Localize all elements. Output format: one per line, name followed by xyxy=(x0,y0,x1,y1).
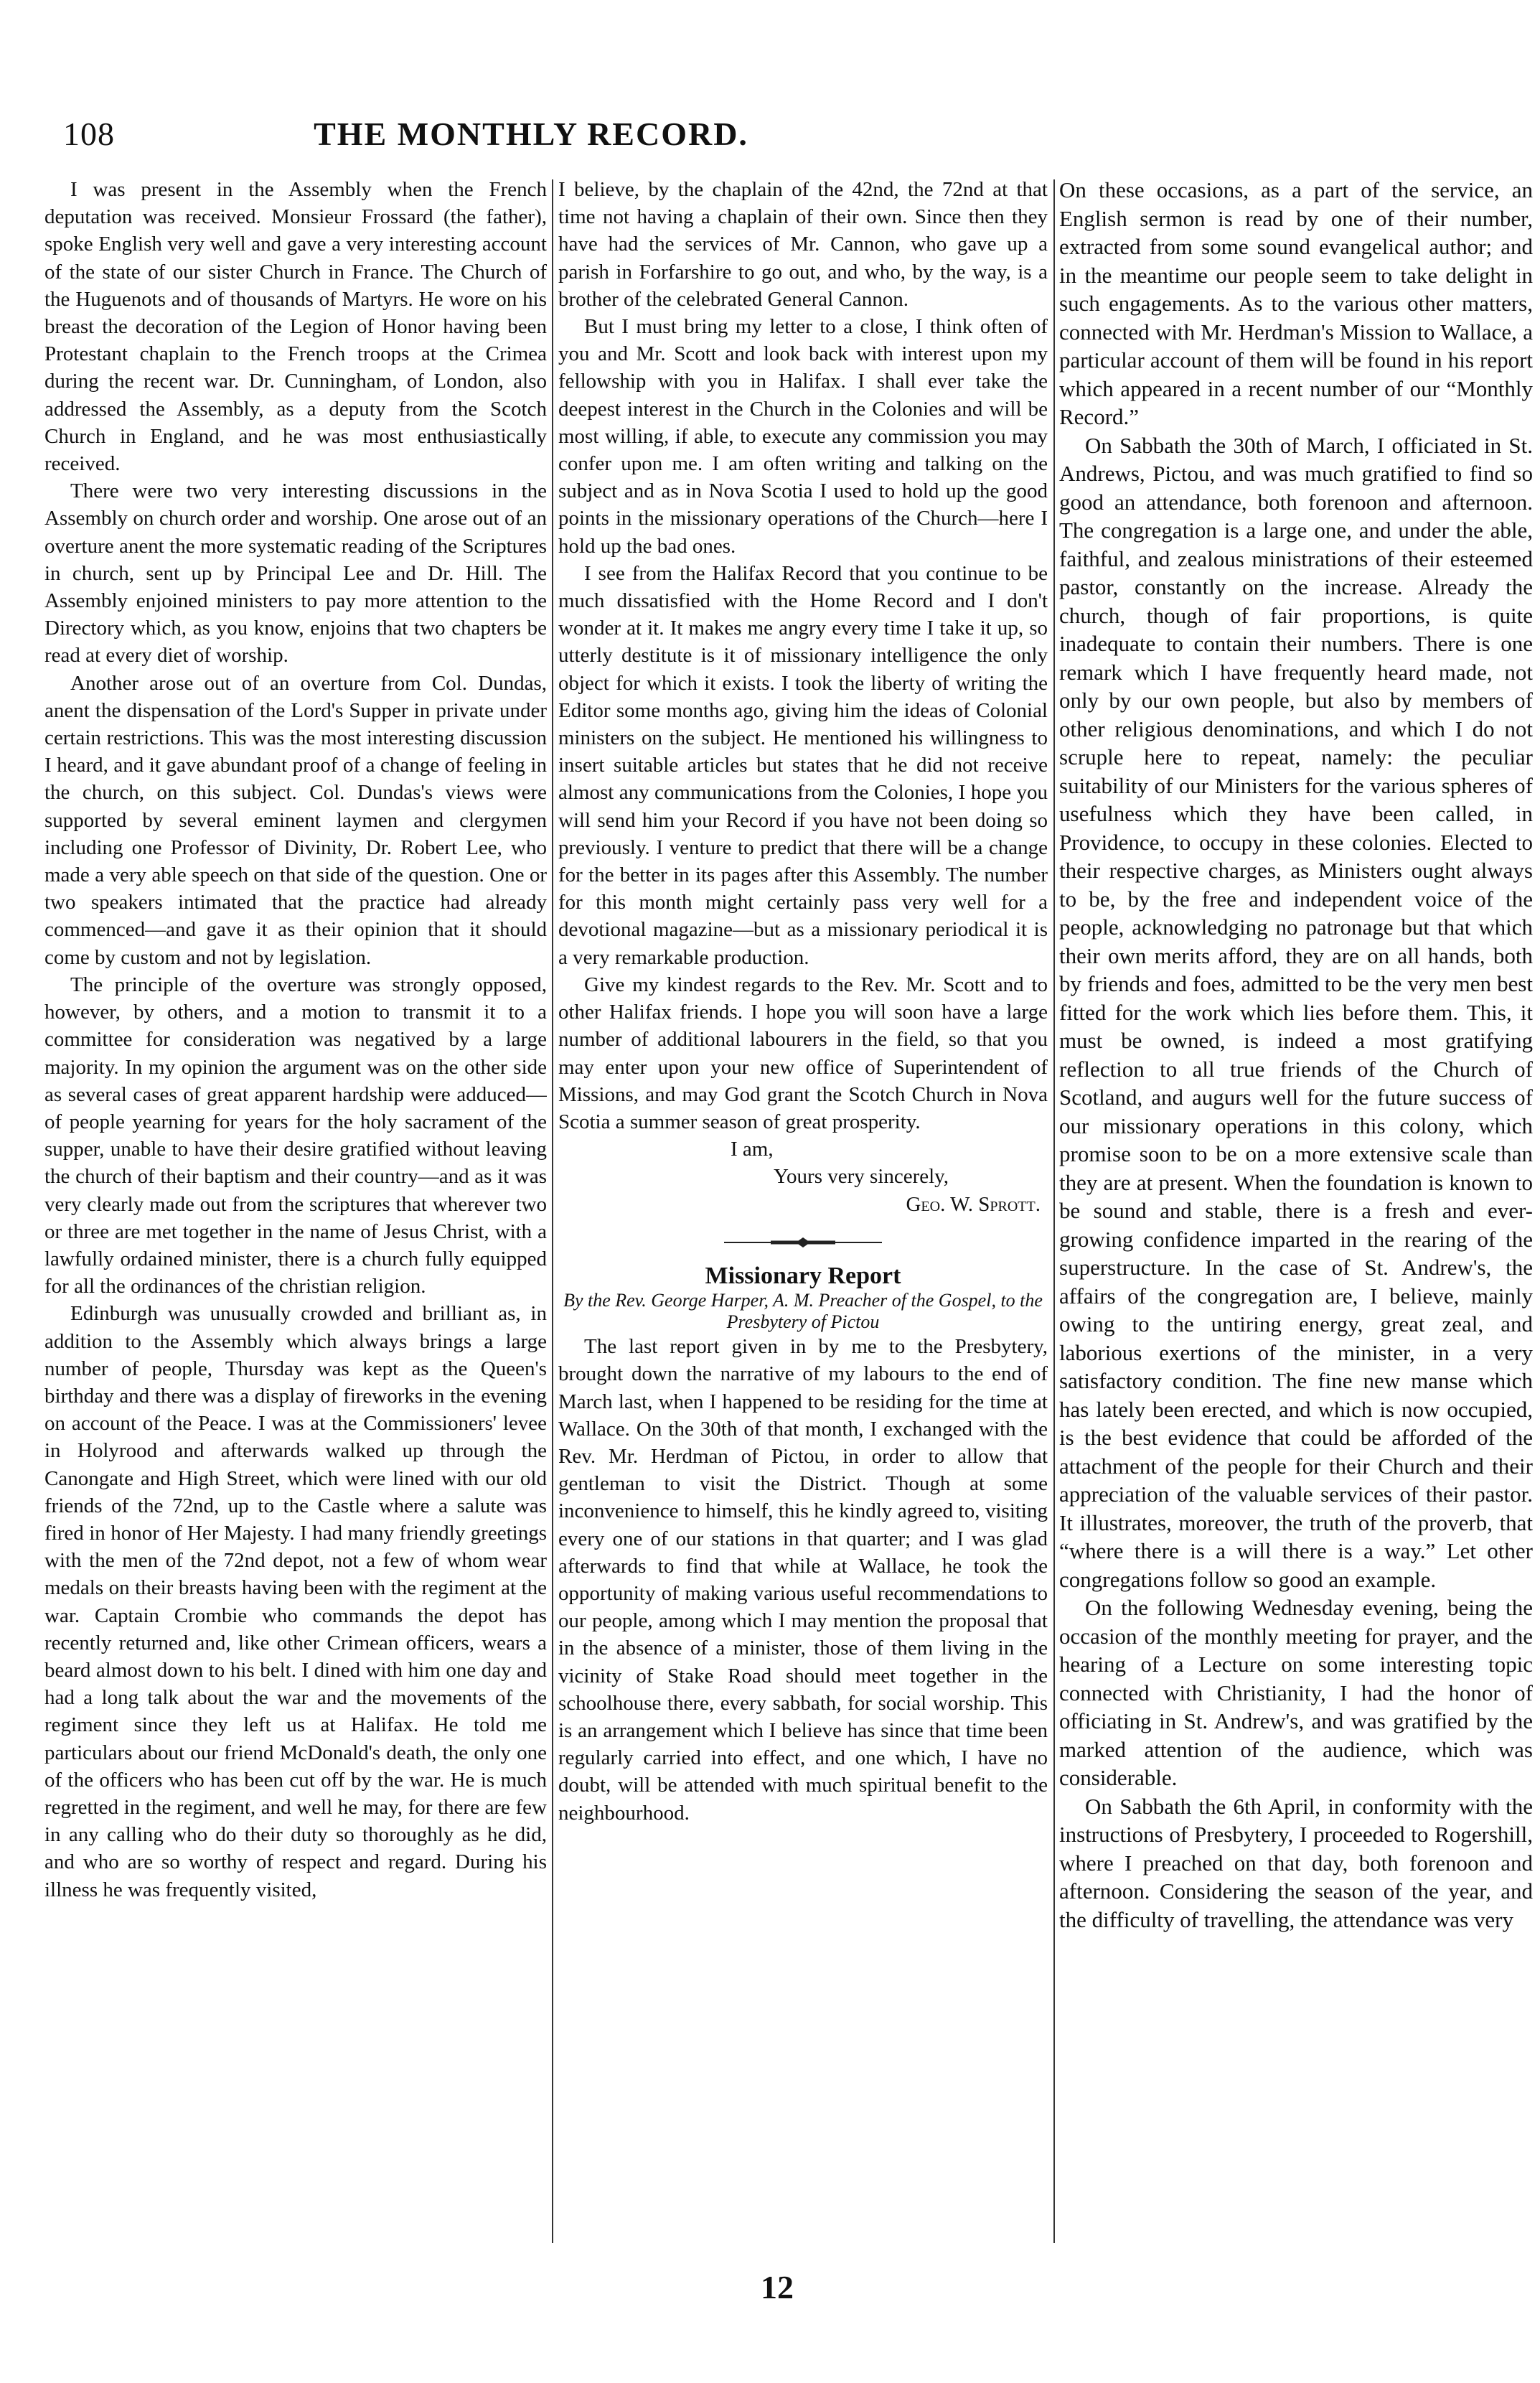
column-right xyxy=(1059,176,1533,2243)
column-middle xyxy=(558,176,1048,2243)
sheet-number: 12 xyxy=(761,2269,794,2305)
paragraph: On the following Wednesday evening, being the occasion of the monthly meeting for prayer, and the hearing of a Lecture on some interesting topic connected with Christianity, I had the honor of officiating in St. Andrew's, and was gratified by the marked attention of the audience, which was considerable. xyxy=(1059,1595,1533,1790)
letter-signature: Geo. W. Sprott. xyxy=(906,1192,1041,1216)
paragraph: There were two very interesting discussions in the Assembly on church order and worship. One arose out of an overture anent the more systematic reading of the Scriptures in church, sent up by Principal Lee and Dr. Hill. The Assembly enjoined ministers to pay more attention to the Directory which, as you know, enjoins that two chapters be read at every diet of worship. xyxy=(44,479,547,668)
page-header xyxy=(43,115,1019,158)
page-number: 108 xyxy=(63,116,115,152)
paragraph: On Sabbath the 6th April, in conformity with the instructions of Presbytery, I proceeded to Rogershill, where I preached on that day, both forenoon and afternoon. Considering the season of the year, and the difficulty of travelling, the attendance was very xyxy=(1059,1793,1533,1932)
paragraph: On Sabbath the 30th of March, I officiated in St. Andrews, Pictou, and was much gratified to find so good an attendance, both forenoon and afternoon. The congregation is a large one, and under the able, faithful, and zealous ministrations of their esteemed pastor, constantly on the increase. Already the church, though of fair proportions, is quite inadequate to contain their numbers. There is one remark which I have frequently heard made, not only by our own people, but also by members of other religious denominations, and which I do not scruple here to repeat, namely: the peculiar suitability of our Ministers for the various spheres of usefulness which they have been called, in Providence, to occupy in these colonies. Elected to their respective charges, as Ministers ought always to be, by the free and independent voice of the people, acknowledging no patronage but that which their own merits afford, they are on all hands, both by friends and foes, admitted to be the very men best fitted for the work which lies before them. This, it must be owned, is indeed a most gratifying reflection to all true friends of the Church of Scotland, and augurs well for the future success of our missionary operations in this colony, which promise soon to be on a more extensive scale than they are at present. When the foundation is known to be sound and stable, there is a fresh and ever-growing confidence imparted in the rearing of the superstructure. In the case of St. Andrew's, the affairs of the congregation are, I believe, mainly owing to the untiring energy, great zeal, and laborious exertions of the minister, in a very satisfactory condition. The fine new manse which has lately been erected, and which is now occupied, is the best evidence that could be afforded of the attachment of the people for their Church and their appreciation of the valuable services of their pastor. It illustrates, moreover, the truth of the proverb, that “where there is a will there is a way.” Let other congregations follow so good an example. xyxy=(1059,432,1533,1592)
column-left xyxy=(44,176,547,2243)
paragraph: Another arose out of an overture from Col. Dundas, anent the dispensation of the Lord's Supper in private under certain restrictions. This was the most interesting discussion I heard, and it gave abundant proof of a change of feeling in the church, on this subject. Col. Dundas's views were supported by several eminent laymen and clergymen including one Professor of Divinity, Dr. Robert Lee, who made a very able speech on that side of the question. One or two speakers intimated that the practice had already commenced—and gave it as their opinion that it should come by custom and not by legislation. xyxy=(44,671,547,969)
paragraph: Give my kindest regards to the Rev. Mr. Scott and to other Halifax friends. I hope you will soon have a large number of additional labourers in the field, so that you may enter upon your new office of Superintendent of Missions, and may God grant the Scotch Church in Nova Scotia a summer season of great prosperity. xyxy=(558,973,1048,1133)
paragraph: But I must bring my letter to a close, I think often of you and Mr. Scott and look back with interest upon my fellowship with you in Halifax. I shall ever take the deepest interest in the Church in the Colonies and will be most willing, if able, to execute any commission you may confer upon me. I am often writing and talking on the subject and as in Nova Scotia I used to hold up the good points in the missionary operations of the Church—here I hold up the bad ones. xyxy=(558,315,1048,558)
section-byline: By the Rev. George Harper, A. M. Preacher of the Gospel, to the Presbytery of Pictou xyxy=(563,1290,1043,1333)
paragraph: The last report given in by me to the Presbytery, brought down the narrative of my labours to the end of March last, when I happened to be residing for the time at Wallace. On the 30th of that month, I exchanged with the Rev. Mr. Herdman of Pictou, in order to allow that gentleman to visit the District. Though at some inconvenience to himself, this he kindly agreed to, visiting every one of our stations in that quarter; and I was glad afterwards to find that while at Wallace, he took the opportunity of making various useful recommendations to our people, among which I may mention the proposal that in the absence of a minister, those of them living in the vicinity of Stake Road should meet together in the schoolhouse there, every sabbath, for social worship. This is an arrangement which I believe has since that time been regularly carried into effect, and one which, I have no doubt, will be attended with much spiritual benefit to the neighbourhood. xyxy=(558,1335,1048,1825)
letter-valediction: Yours very sincerely, xyxy=(774,1165,949,1189)
paragraph: I was present in the Assembly when the French deputation was received. Monsieur Frossard (the father), spoke English very well and gave a very interesting account of the state of our sister Church in France. The Church of the Huguenots and of thousands of Martyrs. He wore on his breast the decoration of the Legion of Honor having been Protestant chaplain to the French troops at the Crimea during the recent war. Dr. Cunningham, of London, also addressed the Assembly, as a deputy from the Scotch Church in England, and he was most enthusiastically received. xyxy=(44,178,547,476)
column-rule-right xyxy=(1053,179,1055,2243)
paragraph: I believe, by the chaplain of the 42nd, the 72nd at that time not having a chaplain of their own. Since then they have had the services of Mr. Cannon, who gave up a parish in Forfarshire to go out, and who, by the way, is a brother of the celebrated General Cannon. xyxy=(558,178,1048,311)
section-divider-ornament xyxy=(558,1228,1048,1255)
running-title: THE MONTHLY RECORD. xyxy=(314,116,748,152)
ornament-icon xyxy=(703,1237,903,1248)
letter-closing: I am, xyxy=(731,1138,774,1161)
paragraph: I see from the Halifax Record that you continue to be much dissatisfied with the Home Record and I don't wonder at it. It makes me angry every time I take it up, so utterly destitute is it of missionary intelligence the only object for which it exists. I took the liberty of writing the Editor some months ago, giving him the ideas of Colonial ministers on the subject. He mentioned his willingness to insert suitable articles but states that he did not receive almost any communications from the Colonies, I hope you will send him your Record if you have not been doing so previously. I venture to predict that there will be a change for the better in its pages after this Assembly. The number for this month might certainly pass very well for a devotional magazine—but as a missionary periodical it is a very remarkable production. xyxy=(558,561,1048,969)
column-rule-left xyxy=(552,179,553,2243)
paragraph: On these occasions, as a part of the service, an English sermon is read by one of their number, extracted from some sound evangelical author; and in the meantime our people seem to take delight in such engagements. As to the various other matters, connected with Mr. Herdman's Mission to Wallace, a particular account of them will be found in his report which appeared in a recent number of our “Monthly Record.” xyxy=(1059,177,1533,429)
section-title: Missionary Report xyxy=(705,1262,901,1289)
paragraph: The principle of the overture was strongly opposed, however, by others, and a motion to transmit it to a committee for consideration was negatived by a large majority. In my opinion the argument was on the other side as several cases of great apparent hardship were adduced—of people yearning for years for the holy sacrament of the supper, unable to have their desire gratified without leaving the church of their baptism and their country—and as it was very clearly made out from the scriptures that wherever two or three are met together in the name of Jesus Christ, with a lawfully ordained minister, there is a church fully equipped for all the ordinances of the christian religion. xyxy=(44,973,547,1298)
paragraph: Edinburgh was unusually crowded and brilliant as, in addition to the Assembly which always brings a large number of people, Thursday was kept as the Queen's birthday and there was a display of fireworks in the evening on account of the Peace. I was at the Commissioners' levee in Holyrood and afterwards walked up through the Canongate and High Street, which were lined with our old friends of the 72nd, up to the Castle where a salute was fired in honor of Her Majesty. I had many friendly greetings with the men of the 72nd depot, not a few of whom wear medals on their breasts having been with the regiment at the war. Captain Crombie who commands the depot has recently returned and, like other Crimean officers, wears a beard almost down to his belt. I dined with him one day and had a long talk about the war and the movements of the regiment since they left us at Halifax. He told me particulars about our friend McDonald's death, the only one of the officers who has been cut off by the war. He is much regretted in the regiment, and well he may, for there are few in any calling who do their duty so thoroughly as he did, and who are so worthy of respect and regard. During his illness he was frequently visited, xyxy=(44,1302,547,1901)
